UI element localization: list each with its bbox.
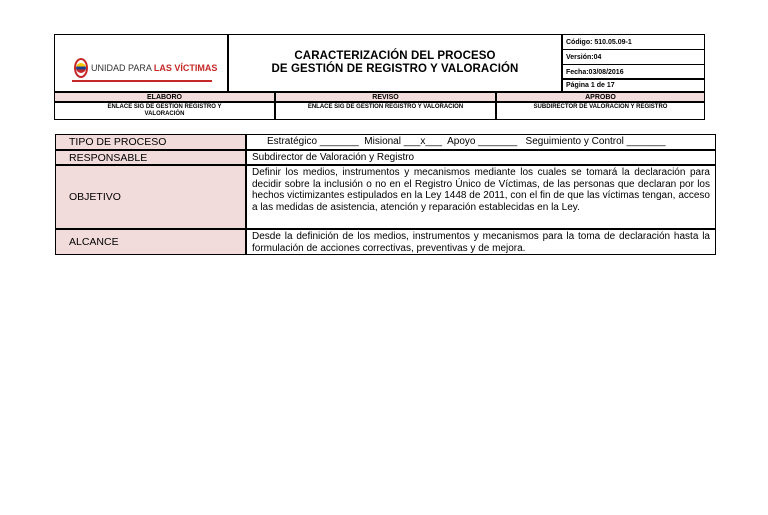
logo-underline: [72, 80, 212, 82]
aprobo-value: SUBDIRECTOR DE VALORACIÓN Y REGISTRO: [496, 102, 705, 120]
objetivo-value: Definir los medios, instrumentos y mecanismos mediante los cuales se tomará la declaración para decidir sobre la inclusión o no en el Registro Único de Víctimas, de las personas que declaran por los hechos victimizantes estipulados en la Ley 1448 de 2011, con el fin de que las víctimas tengan, acceso a las medidas de asistencia, atención y reparación establecidas en la Ley.: [246, 165, 716, 229]
alcance-value: Desde la definición de los medios, instrumentos y mecanismos para la toma de declaración hasta la formulación de acciones correctivas, preventivas y de mejora.: [246, 229, 716, 255]
seal-icon: [74, 58, 88, 78]
pagina: Página 1 de 17: [562, 78, 705, 92]
reviso-header: REVISO: [275, 92, 496, 102]
reviso-value: ENLACE SIG DE GESTION REGISTRO Y VALORACIÓN: [275, 102, 496, 120]
elaboro-value: ENLACE SIG DE GESTION REGISTRO Y VALORACIÓN: [54, 102, 275, 120]
fecha: Fecha:03/08/2016: [562, 64, 705, 80]
title-line-1: CARACTERIZACIÓN DEL PROCESO: [294, 50, 496, 62]
tipo-proceso-value: Estratégico _______ Misional ___x___ Apoyo _______ Seguimiento y Control _______: [246, 134, 716, 150]
alcance-label: ALCANCE: [55, 229, 246, 255]
unidad-victimas-logo: [74, 56, 218, 80]
tipo-proceso-label: TIPO DE PROCESO: [55, 134, 246, 150]
title-line-2: DE GESTIÓN DE REGISTRO Y VALORACIÓN: [271, 63, 519, 75]
responsable-label: RESPONSABLE: [55, 150, 246, 165]
codigo: Código: 510.05.09-1: [562, 34, 705, 50]
responsable-value: Subdirector de Valoración y Registro: [246, 150, 716, 165]
version: Versión:04: [562, 49, 705, 65]
aprobo-header: APROBO: [496, 92, 705, 102]
logo-text: UNIDAD PARA LAS VÍCTIMAS: [91, 63, 218, 73]
document-title: [228, 34, 562, 92]
elaboro-header: ELABORO: [54, 92, 275, 102]
objetivo-label: OBJETIVO: [55, 165, 246, 229]
